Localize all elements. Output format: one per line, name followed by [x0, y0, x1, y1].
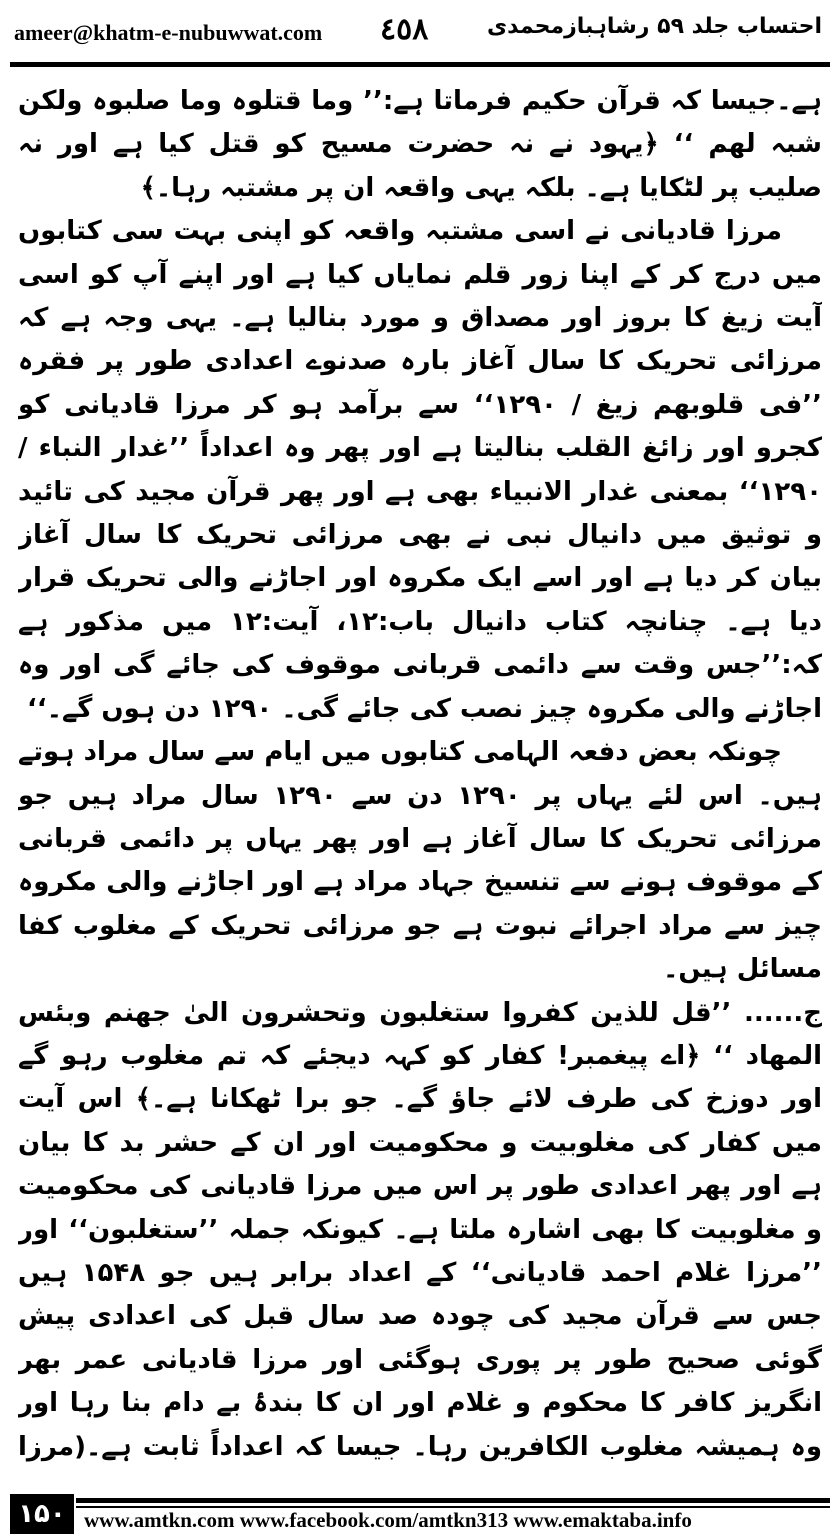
header-email: ameer@khatm-e-nubuwwat.com [14, 20, 323, 45]
paragraph-1: ہے۔جیسا کہ قرآن حکیم فرماتا ہے:’’ وما قتلوہ وما صلبوہ ولکن شبہ لهم ‘‘ ﴿یہود نے نہ حضرت مسیح کو قتل کیا ہے اور نہ صلیب پر لٹکایا ہے۔ بلکہ یہی واقعہ ان پر مشتبہ رہا۔﴾ [18, 86, 822, 203]
paragraph-2: مرزا قادیانی نے اسی مشتبہ واقعہ کو اپنی بہت سی کتابوں میں درج کر کے اپنا زور قلم نمایاں کیا ہے اور اپنے آپ کو اسی آیت زیغ کا بروز اور مصداق و مورد بنالیا ہے۔ یہی وجہ ہے کہ مرزائی تحریک کا سال آغاز بارہ صدنوے اعدادی طور پر فقرہ ’’فی قلوبھم زیغ / ۱۲۹۰‘‘ سے برآمد ہو کر مرزا قادیانی کو کجرو اور زائغ القلب بنالیتا ہے اور پھر وہ اعداداً ’’غدار النباء / ۱۲۹۰‘‘ بمعنی غدار الانبیاء بھی ہے اور پھر قرآن مجید کی تائید و توثیق میں دانیال نبی نے بھی مرزائی تحریک کا سال آغاز بیان کر دیا ہے اور اسے ایک مکروہ اور اجاڑنے والی تحریک قرار دیا ہے۔ چنانچہ کتاب دانیال باب:۱۲، آیت:۱۲ میں مذکور ہے کہ:’’جس وقت سے دائمی قربانی موقوف کی جائے گی اور وہ اجاڑنے والی مکروہ چیز نصب کی جائے گی۔ ۱۲۹۰ دن ہوں گے۔‘‘ [18, 216, 822, 724]
footer-rule-thick [76, 1498, 830, 1503]
footer-page-number: ۱۵۰ [10, 1494, 74, 1534]
footer-links[interactable]: www.amtkn.com www.facebook.com/amtkn313 www.emaktaba.info [84, 1508, 692, 1532]
page-body [18, 80, 822, 1475]
page-header [0, 0, 840, 64]
paragraph-4: ج...... ’’قل للذین کفروا ستغلبون وتحشرون الیٰ جهنم وبئس المهاد ‘‘ ﴿اے پیغمبر! کفار کو کہہ دیجئے کہ تم مغلوب رہو گے اور دوزخ کی طرف لائے جاؤ گے۔ جو برا ٹھکانا ہے۔﴾ اس آیت میں کفار کی مغلوبیت و محکومیت اور ان کے حشر بد کا بیان ہے اور پھر اعدادی طور پر اس میں مرزا قادیانی کی محکومیت و مغلوبیت کا بھی اشارہ ملتا ہے۔ کیونکہ جملہ ’’ستغلبون‘‘ اور ’’مرزا غلام احمد قادیانی‘‘ کے اعداد برابر ہیں جو ۱۵۴۸ ہیں جس سے قرآن مجید کی چودہ صد سال قبل کی اعدادی پیش گوئی صحیح طور پر پوری ہوگئی اور مرزا قادیانی عمر بھر انگریز کافر کا محکوم و غلام اور ان کا بندۂ بے دام بنا رہا اور وہ ہمیشہ مغلوب الکافرین رہا۔ جیسا کہ اعداداً ثابت ہے۔(مرزا [18, 997, 822, 1462]
page-footer [0, 1488, 840, 1540]
header-page-number: ٤٥٨ [380, 12, 429, 47]
header-rule [10, 62, 830, 67]
paragraph-3: چونکہ بعض دفعہ الہامی کتابوں میں ایام سے سال مراد ہوتے ہیں۔ اس لئے یہاں پر ۱۲۹۰ دن سے ۱۲۹۰ سال مراد ہیں جو مرزائی تحریک کا سال آغاز ہے اور پھر یہاں پر دائمی قربانی کے موقوف ہونے سے تنسیخ جہاد مراد ہے اور اجاڑنے والی مکروہ چیز سے مراد اجرائے نبوت ہے جو مرزائی تحریک کے مغلوب کفا مسائل ہیں۔ [18, 737, 822, 985]
header-running-title: احتساب جلد ۵۹ رشاہبازمحمدی [487, 14, 822, 39]
